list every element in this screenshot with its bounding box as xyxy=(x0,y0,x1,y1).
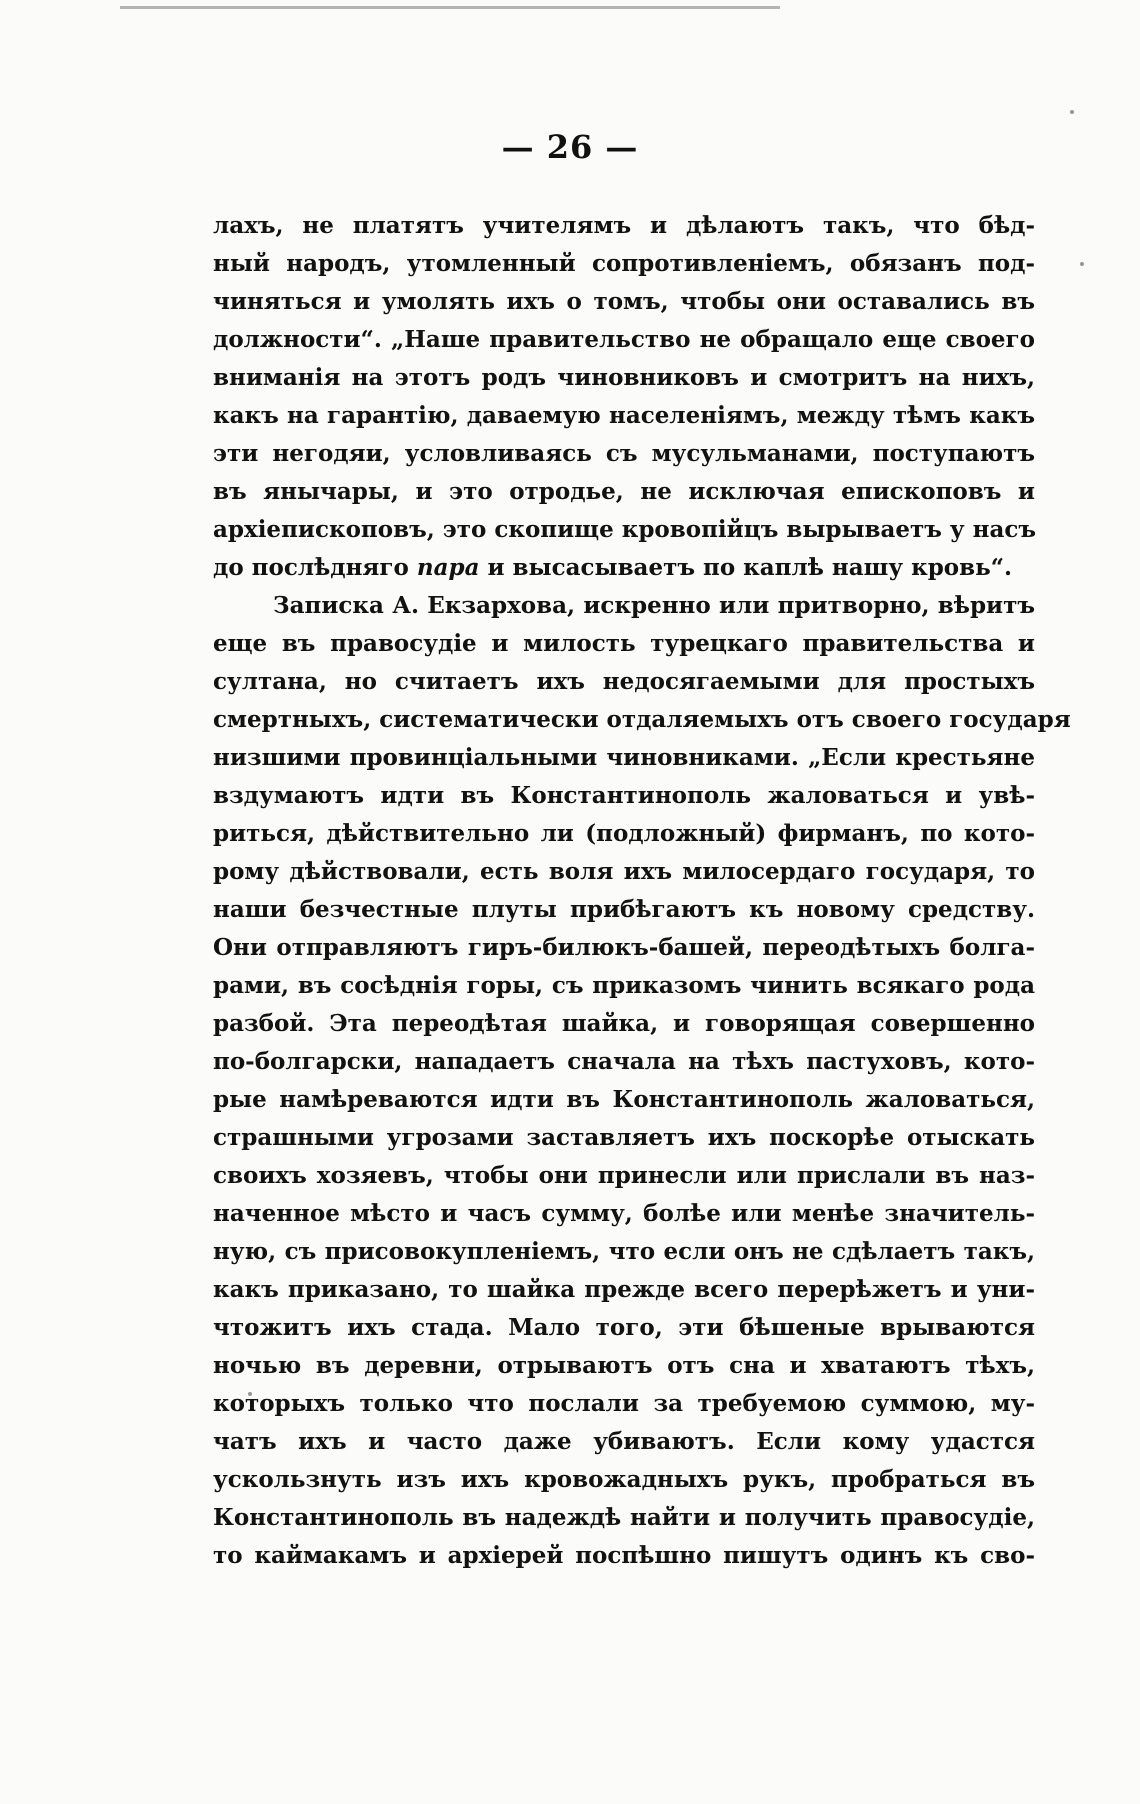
text-line: ную, съ присовокупленіемъ, что если онъ не сдѣлаетъ такъ, xyxy=(213,1238,1035,1265)
text-line: еще въ правосудіе и милость турецкаго правительства и xyxy=(213,630,1035,657)
text-line: вздумаютъ идти въ Константинополь жаловаться и увѣ- xyxy=(213,782,1035,809)
text-line: рому дѣйствовали, есть воля ихъ милосердаго государя, то xyxy=(213,858,1035,885)
text-line: разбой. Эта переодѣтая шайка, и говорящая совершенно xyxy=(213,1010,1035,1037)
text-line: чтожитъ ихъ стада. Мало того, эти бѣшеные врываются xyxy=(213,1314,1035,1341)
paragraph-start-line: Записка А. Екзархова, искренно или притворно, вѣритъ xyxy=(273,592,1035,619)
text-line: Константинополь въ надеждѣ найти и получить правосудіе, xyxy=(213,1504,1035,1531)
text-line: ночью въ деревни, отрываютъ отъ сна и хватаютъ тѣхъ, xyxy=(213,1352,1035,1379)
text-line: ный народъ, утомленный сопротивленіемъ, обязанъ под- xyxy=(213,250,1035,277)
text-line: рами, въ сосѣднія горы, съ приказомъ чинить всякаго рода xyxy=(213,972,1035,999)
text-line: какъ приказано, то шайка прежде всего перерѣжетъ и уни- xyxy=(213,1276,1035,1303)
text-line: то каймакамъ и архіерей поспѣшно пишутъ одинъ къ сво- xyxy=(213,1542,1035,1569)
italic-word: пара xyxy=(416,554,480,581)
text-line: которыхъ только что послали за требуемою суммою, му- xyxy=(213,1390,1035,1417)
print-speck xyxy=(1080,262,1084,266)
text-line: до послѣдняго пара и высасываетъ по каплѣ нашу кровь“. xyxy=(213,554,1012,581)
text-line: смертныхъ, систематически отдаляемыхъ отъ своего государя xyxy=(213,706,1071,733)
text-line: чиняться и умолять ихъ о томъ, чтобы они оставались въ xyxy=(213,288,1035,315)
text-line: наши безчестные плуты прибѣгаютъ къ новому средству. xyxy=(213,896,1035,923)
text-line: вниманія на этотъ родъ чиновниковъ и смотритъ на нихъ, xyxy=(213,364,1035,391)
text-line: эти негодяи, условливаясь съ мусульманами, поступаютъ xyxy=(213,440,1035,467)
text-line: по-болгарски, нападаетъ сначала на тѣхъ пастуховъ, кото- xyxy=(213,1048,1035,1075)
text-line: въ янычары, и это отродье, не исключая епископовъ и xyxy=(213,478,1035,505)
page-number: — 26 — xyxy=(501,128,639,166)
text-line: какъ на гарантію, даваемую населеніямъ, между тѣмъ какъ xyxy=(213,402,1035,429)
text-line: страшными угрозами заставляетъ ихъ поскорѣе отыскать xyxy=(213,1124,1035,1151)
top-edge-rule xyxy=(120,6,780,9)
text-line: Они отправляютъ гиръ-билюкъ-башей, переодѣтыхъ болга- xyxy=(213,934,1035,961)
print-speck xyxy=(1070,110,1074,114)
text-line: своихъ хозяевъ, чтобы они принесли или прислали въ наз- xyxy=(213,1162,1035,1189)
text-line: низшими провинціальными чиновниками. „Если крестьяне xyxy=(213,744,1035,771)
text-line: лахъ, не платятъ учителямъ и дѣлаютъ такъ, что бѣд- xyxy=(213,212,1035,239)
text-line: чатъ ихъ и часто даже убиваютъ. Если кому удастся xyxy=(213,1428,1035,1455)
text-line: архіепископовъ, это скопище кровопійцъ вырываетъ у насъ xyxy=(213,516,1037,543)
text-line: ускользнуть изъ ихъ кровожадныхъ рукъ, пробраться въ xyxy=(213,1466,1035,1493)
text-line: риться, дѣйствительно ли (подложный) фирманъ, по кото- xyxy=(213,820,1035,847)
text-line: наченное мѣсто и часъ сумму, болѣе или менѣе значитель- xyxy=(213,1200,1035,1227)
text-line: султана, но считаетъ ихъ недосягаемыми для простыхъ xyxy=(213,668,1035,695)
text-line: рые намѣреваются идти въ Константинополь жаловаться, xyxy=(213,1086,1035,1113)
text-line: должности“. „Наше правительство не обращало еще своего xyxy=(213,326,1035,353)
